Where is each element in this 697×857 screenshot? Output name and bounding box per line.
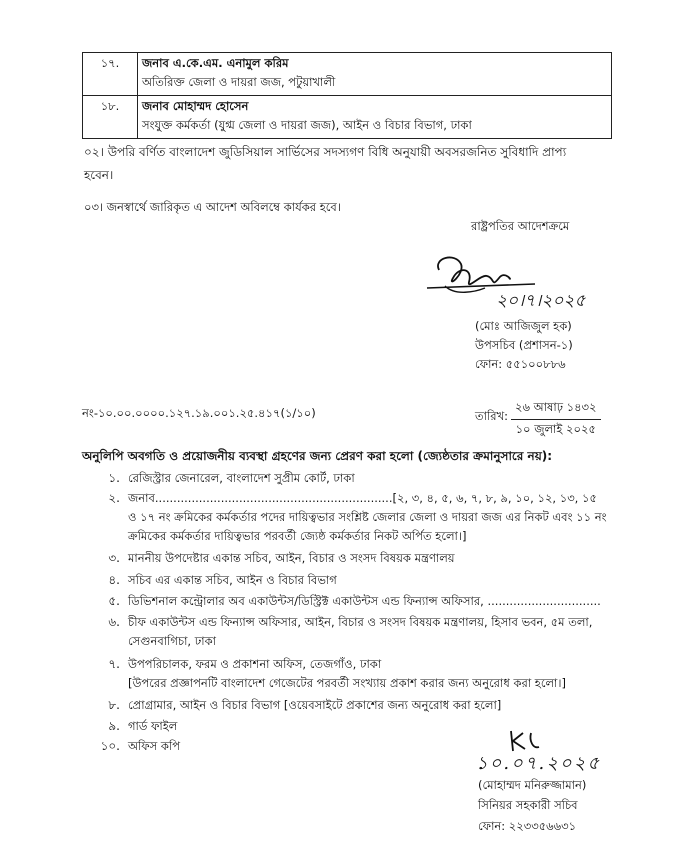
signatory-1-title: উপসচিব (প্রশাসন-১) — [475, 338, 573, 352]
cc-item-number: ৬. — [108, 615, 120, 629]
cc-heading: অনুলিপি অবগতি ও প্রয়োজনীয় ব্যবস্থা গ্রহণের জন্য প্রেরণ করা হলো (জ্যেষ্ঠতার ক্রমানুসারে নয়): — [82, 449, 553, 463]
date-english: ১০ জুলাই ২০২৫ — [515, 422, 596, 436]
signature-2-date: ১০.০৭.২০২৫ — [476, 753, 602, 774]
officer-cell — [138, 53, 612, 96]
cc-item-7-line1: উপপরিচালক, ফরম ও প্রকাশনা অফিস, তেজগাঁও, ঢাকা — [128, 657, 382, 671]
officer-name: জনাব মোহাম্মদ হোসেন — [142, 99, 249, 113]
row-number: ১৭. — [83, 53, 138, 96]
cc-item-2-line3: ক্রমিকের কর্মকর্তার দায়িত্বভার পরবর্তী জ্যেষ্ঠ কর্মকর্তার নিকট অর্পিত হলো।] — [128, 529, 467, 543]
date-bangla: ২৬ আষাঢ় ১৪৩২ — [511, 398, 601, 420]
cc-item-3: মাননীয় উপদেষ্টার একান্ত সচিব, আইন, বিচার ও সংসদ বিষয়ক মন্ত্রণালয় — [128, 551, 455, 565]
officer-name: জনাব এ.কে.এম. এনামুল করিম — [142, 56, 289, 70]
signatory-2-name: (মোহাম্মদ মনিরুজ্জামান) — [478, 778, 587, 792]
signature-1-date: ২০।৭।২০২৫ — [496, 291, 586, 311]
cc-item-number: ৩. — [108, 551, 120, 565]
table-row — [83, 96, 612, 139]
cc-item-9: গার্ড ফাইল — [128, 719, 178, 733]
cc-item-8: প্রোগ্রামার, আইন ও বিচার বিভাগ [ওয়েবসাইটে প্রকাশের জন্য অনুরোধ করা হলো] — [128, 698, 502, 712]
cc-item-number: ১. — [108, 471, 120, 485]
cc-item-2-line2: ও ১৭ নং ক্রমিকের কর্মকর্তার পদের দায়িত্বভার সংশ্লিষ্ট জেলার জেলা ও দায়রা জজ এর নিকট এবং ১১ নং — [128, 510, 607, 524]
cc-item-7-line2: [উপরের প্রজ্ঞাপনটি বাংলাদেশ গেজেটের পরবর্তী সংখ্যায় প্রকাশ করার জন্য অনুরোধ করা হলো।] — [128, 676, 566, 690]
officer-cell — [138, 96, 612, 139]
cc-item-2-line1: জনাব.................................................................[২, ৩, ৪, ৫, ৬, ৭, ৮, ৯, ১০, ১২, ১৩, ১৫ — [128, 491, 597, 505]
paragraph-2-line1: ০২। উপরি বর্ণিত বাংলাদেশ জুডিসিয়াল সার্ভিসের সদস্যগণ বিধি অনুযায়ী অবসরজনিত সুবিধাদি প্রাপ্য — [84, 145, 567, 159]
cc-item-6-line2: সেগুনবাগিচা, ঢাকা — [128, 634, 216, 648]
row-number: ১৮. — [83, 96, 138, 139]
memo-number: নং-১০.০০.০০০০.১২৭.১৯.০০১.২৫.৪১৭(১/১০) — [82, 406, 316, 420]
officer-designation: সংযুক্ত কর্মকর্তা (যুগ্ম জেলা ও দায়রা জজ), আইন ও বিচার বিভাগ, ঢাকা — [142, 118, 472, 132]
date-label: তারিখ: — [475, 409, 509, 423]
signatory-2-title: সিনিয়র সহকারী সচিব — [478, 798, 578, 812]
signatory-1-phone: ফোন: ৫৫১০০৮৮৬ — [475, 357, 566, 371]
signatory-1-name: (মোঃ আজিজুল হক) — [475, 319, 572, 333]
cc-item-number: ২. — [108, 491, 120, 505]
memo-date — [511, 398, 601, 441]
cc-item-number: ৭. — [108, 657, 120, 671]
cc-item-1: রেজিস্ট্রার জেনারেল, বাংলাদেশ সুপ্রীম কোর্ট, ঢাকা — [128, 471, 355, 485]
paragraph-2-line2: হবেন। — [84, 168, 114, 182]
officer-designation: অতিরিক্ত জেলা ও দায়রা জজ, পটুয়াখালী — [142, 75, 336, 89]
cc-item-5: ডিভিশনাল কন্ট্রোলার অব একাউন্টস/ডিস্ট্রিক্ট একাউন্টস এন্ড ফিন্যান্স অফিসার, ............................... — [128, 594, 601, 608]
officer-table — [82, 52, 612, 139]
cc-item-number: ৫. — [108, 594, 120, 608]
cc-item-4: সচিব এর একান্ত সচিব, আইন ও বিচার বিভাগ — [128, 573, 337, 587]
cc-item-6-line1: চীফ একাউন্টস এন্ড ফিন্যান্স অফিসার, আইন, বিচার ও সংসদ বিষয়ক মন্ত্রণালয়, হিসাব ভবন, ৫ম তলা, — [128, 615, 593, 629]
signatory-2-phone: ফোন: ২২৩৩৫৬৬৩১ — [478, 819, 577, 833]
order-by: রাষ্ট্রপতির আদেশক্রমে — [471, 219, 570, 233]
cc-item-number: ৮. — [108, 698, 120, 712]
table-row — [83, 53, 612, 96]
cc-item-number: ৯. — [108, 719, 120, 733]
cc-item-number: ১০. — [100, 739, 120, 753]
cc-item-10: অফিস কপি — [128, 739, 181, 753]
paragraph-3: ০৩। জনস্বার্থে জারিকৃত এ আদেশ অবিলম্বে কার্যকর হবে। — [84, 200, 341, 214]
cc-item-number: ৪. — [108, 573, 120, 587]
